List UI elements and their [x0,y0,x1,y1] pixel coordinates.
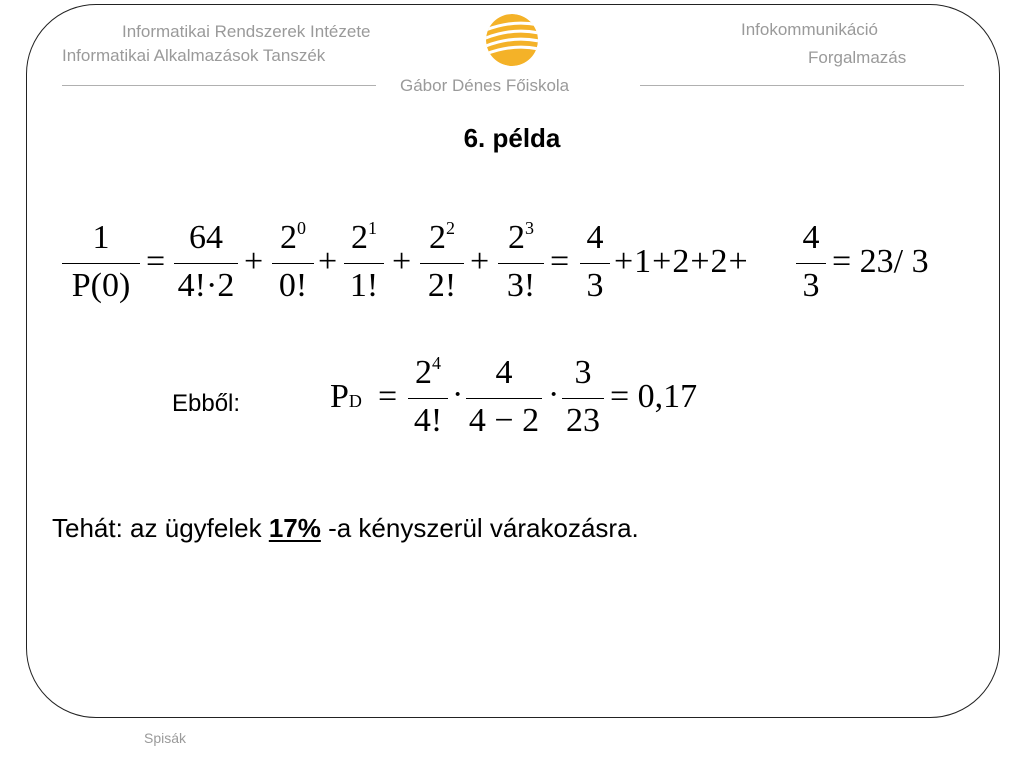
header-department: Informatikai Alkalmazások Tanszék [62,46,326,65]
footer-author: Spisák [144,730,187,746]
equation-pd: PD = $2^4$ 4! · 4 4 − 2 · 3 23 = 0,17 [330,353,698,439]
ebbol-label: Ebből: [172,390,241,417]
header-rule-right [640,85,964,86]
conclusion-text: Tehát: az ügyfelek 17% -a kényszerül várakozásra. [52,513,639,543]
header-right-line1: Infokommunikáció [741,20,879,39]
equation-p0: 1 P(0) = 64 4!·2 + $2^0$ 0! + $2^1$ 1! + $2^2$ 2! + $2^3$ 3! = 4 3 +1+2+2+ 4 3 = 23/ 3 [0,221,1024,321]
header-institute: Informatikai Rendszerek Intézete [122,22,371,41]
highlight-percentage: 17% [268,513,321,543]
header-right-line2: Forgalmazás [808,48,907,67]
header-rule-left [62,85,376,86]
header-college: Gábor Dénes Főiskola [400,76,570,95]
sun-rings-logo [483,12,541,68]
slide-title: 6. példa [463,123,561,153]
